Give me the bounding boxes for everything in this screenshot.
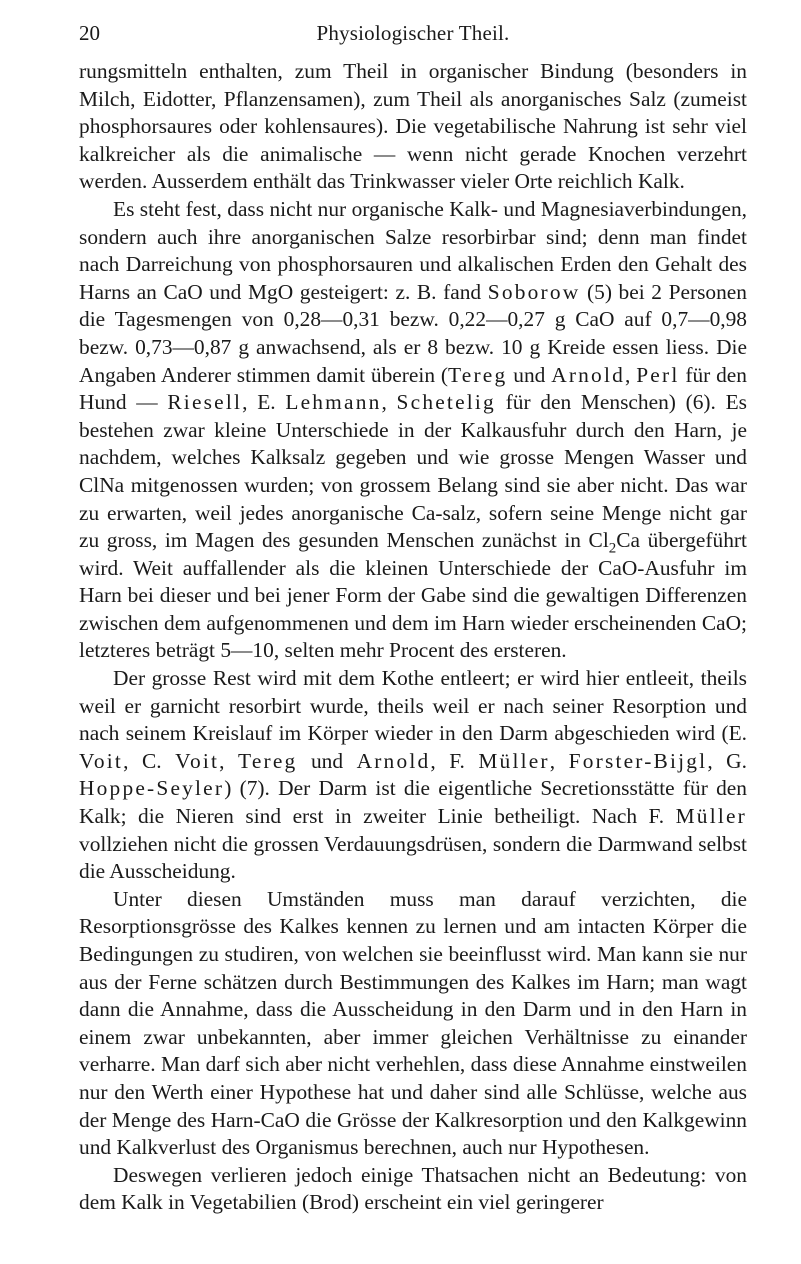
- author-name: Arnold: [356, 748, 431, 773]
- text-run: Der grosse Rest wird mit dem Kothe entleert; er wird hier entleeit, theils weil er garnicht resorbirt wurde, theils weil er nach seiner Resorption und nach seinem Kreislauf im Körper wieder in den Darm abgeschieden wird (E.: [79, 666, 747, 746]
- text-run: Deswegen verlieren jedoch einige Thatsachen nicht an Bedeutung: von dem Kalk in Vegetabilien (Brod) erscheint ein viel geringerer: [79, 1162, 747, 1215]
- author-name: Riesell: [167, 390, 243, 415]
- page-number: 20: [79, 21, 100, 45]
- author-name: Voit: [79, 748, 124, 773]
- text-run: für den Hund —: [79, 362, 747, 415]
- text-run: vollziehen nicht die grossen Verdauungsdrüsen, sondern die Darmwand selbst die Ausscheidung.: [79, 831, 747, 884]
- running-head-title: Physiologischer Theil.: [316, 21, 510, 45]
- text-run: und: [297, 748, 357, 773]
- paragraph-p5: [79, 1162, 747, 1217]
- author-name: Forster-Bijgl: [568, 748, 708, 773]
- paragraph-p1: [79, 58, 747, 196]
- text-run: ,: [549, 748, 569, 773]
- text-run: , F.: [430, 748, 479, 773]
- author-name: Voit: [175, 748, 220, 773]
- text-run: und: [507, 362, 552, 387]
- author-name: Schetelig: [396, 390, 496, 415]
- body-text: [79, 58, 747, 1217]
- text-run: Unter diesen Umständen muss man darauf verzichten, die Resorptionsgrösse des Kalkes kennen zu lernen und am intacten Körper die Bedingungen zu studiren, von welchen sie beeinflusst wird. Man kann sie nur aus der Ferne schätzen durch Bestimmungen des Kalkes im Harn; man wagt dann die Annahme, dass die Ausscheidung in den Darm und in den Harn in einem zwar unbekannten, aber immer gleichen Verhältnisse zu einander verharre. Man darf sich aber nicht verhehlen, dass diese Annahme einstweilen nur den Werth einer Hypothese hat und daher sind alle Schlüsse, welche aus der Menge des Harn-CaO die Grösse der Kalkresorption und den Kalkgewinn und Kalkverlust des Organismus berechnen, auch nur Hypothesen.: [79, 886, 747, 1160]
- author-name: Lehmann: [285, 390, 382, 415]
- author-name: Tereg: [448, 362, 508, 387]
- author-name: Hoppe-Seyler: [79, 776, 225, 801]
- paragraph-p3: [79, 665, 747, 886]
- running-head: [79, 18, 747, 48]
- text-run: , E.: [242, 390, 286, 415]
- author-name: Perl: [636, 362, 680, 387]
- subscript: 2: [608, 540, 617, 557]
- paragraph-p2: [79, 196, 747, 665]
- author-name: Müller: [478, 748, 550, 773]
- text-run: Es steht fest, dass nicht nur organische Kalk- und Magnesiaverbindungen, sondern auch ihre anorganischen Salze resorbirbar sind; denn man findet nach Darreichung von phosphorsauren und alkalischen Erden den Gehalt des Harns an CaO und MgO gesteigert: z. B. fand: [79, 196, 747, 304]
- author-name: Soborow: [487, 279, 581, 304]
- author-name: Arnold: [551, 362, 625, 387]
- text-run: ,: [381, 390, 397, 415]
- paragraph-p4: [79, 886, 747, 1162]
- text-run: rungsmitteln enthalten, zum Theil in organischer Bindung (besonders in Milch, Eidotter, Pflanzensamen), zum Theil als anorganisches Salz (zumeist phosphorsaures oder kohlensaures). Die vegetabilische Nahrung ist sehr viel kalkreicher als die animalische — wenn nicht gerade Knochen verzehrt werden. Ausserdem enthält das Trinkwasser vieler Orte reichlich Kalk.: [79, 59, 747, 194]
- text-run: , C.: [123, 748, 176, 773]
- author-name: Müller: [675, 804, 747, 829]
- author-name: Tereg: [238, 748, 298, 773]
- text-run: Ca übergeführt wird. Weit auffallender als die kleinen Unterschiede der CaO-Ausfuhr im Harn bei dieser und bei jener Form der Gabe sind die gewaltigen Differenzen zwischen dem aufgenommenen und dem im Harn wieder erscheinenden CaO; letzteres beträgt 5—10, selten mehr Procent des ersteren.: [79, 528, 747, 663]
- text-run: , G.: [707, 748, 747, 773]
- text-run: ,: [219, 748, 239, 773]
- text-run: (5) bei 2 Personen die Tagesmengen von 0,28—0,31 bezw. 0,22—0,27 g CaO auf 0,7—0,98 bezw. 0,73—0,87 g anwachsend, als er 8 bezw. 10 g Kreide essen liess. Die Angaben Anderer stimmen damit überein (: [79, 279, 747, 387]
- text-run: ,: [625, 362, 637, 387]
- text-run: für den Menschen) (6). Es bestehen zwar kleine Unterschiede in der Kalkausfuhr durch den Harn, je nachdem, welches Kalksalz gegeben und wie grosse Mengen Wasser und ClNa mitgenossen wurden; von grossem Belang sind sie aber nicht. Das war zu erwarten, weil jedes anorganische Ca-salz, sofern seine Menge nicht gar zu gross, im Magen des gesunden Menschen zunächst in Cl: [79, 390, 747, 553]
- text-run: ) (7). Der Darm ist die eigentliche Secretionsstätte für den Kalk; die Nieren sind erst in zweiter Linie betheiligt. Nach F.: [79, 776, 747, 829]
